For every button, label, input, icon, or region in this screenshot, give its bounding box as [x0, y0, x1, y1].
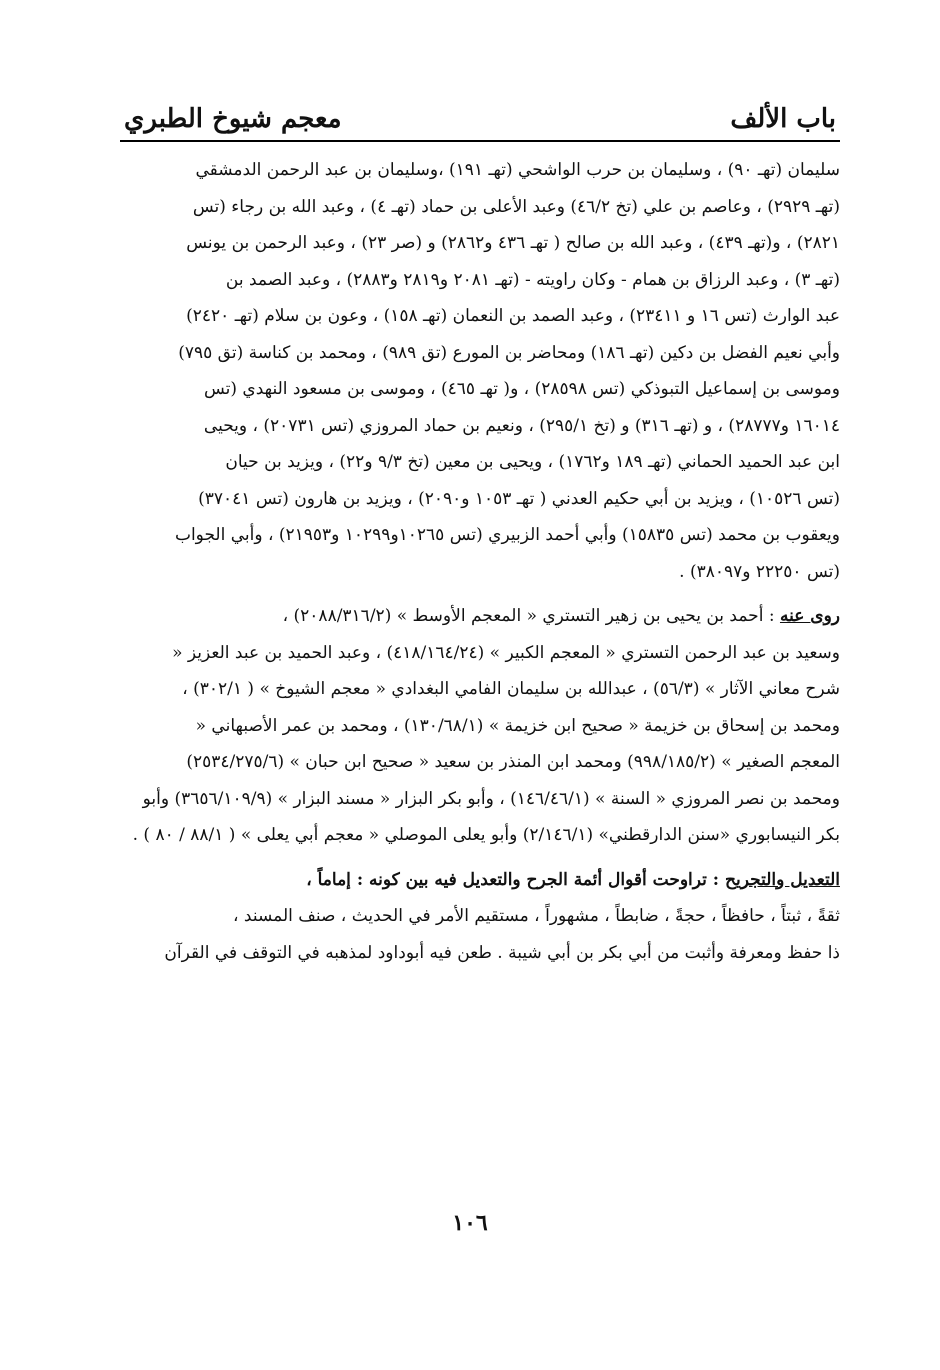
book-title: معجم شيوخ الطبري [124, 104, 342, 134]
narrators-line: المعجم الصغير » (٩٩٨/١٨٥/٢) ومحمد ابن المنذر بن سعيد « صحيح ابن حبان » (٢٥٣٤/٢٧٥/٦) [186, 752, 840, 772]
narrators-line: وسعيد بن عبد الرحمن التستري « المعجم الكبير » (٤١٨/١٦٤/٢٤) ، وعبد الحميد بن عبد العزيز « [172, 642, 840, 663]
narrators-label: روى عنه [779, 606, 840, 626]
evaluation-first-line [120, 862, 840, 899]
teachers-line: ١٦٠١٤ و٢٨٧٧٧) ، و (تهـ ٣١٦) و (تخ ٢٩٥/١) ، ونعيم بن حماد المروزي (تس ٢٠٧٣١) ، ويحيى [203, 415, 840, 436]
teachers-line: (تهـ ٢٩٢٩) ، وعاصم بن علي (تخ ٤٦/٢) وعبد الأعلى بن حماد (تهـ ٤) ، وعبد الله بن رجاء (تس [192, 196, 840, 217]
narrators-first-line [120, 598, 840, 635]
teachers-line: ٢٨٢١) ، و(تهـ ٤٣٩) ، وعبد الله بن صالح ( تهـ ٤٣٦ و٢٨٦٢) و (صر ٢٣) ، وعبد الرحمن بن يونس [186, 233, 840, 253]
narrators-line: بكر النيسابوري «سنن الدارقطني» (٢/١٤٦/١) وأبو يعلى الموصلي « معجم أبي يعلى » ( ٨٨/١ / ٨٠ ) . [132, 825, 840, 845]
narrators-line: ومحمد بن إسحاق بن خزيمة « صحيح ابن خزيمة » (١٣٠/٦٨/١) ، ومحمد بن عمر الأصبهاني « [195, 715, 840, 736]
evaluation-paragraph [120, 862, 840, 972]
evaluation-label: التعديل والتجريح [725, 869, 840, 890]
narrators-line: ومحمد بن نصر المروزي « السنة » (١٤٦/٤٦/١) ، وأبو بكر البزار « مسند البزار » (٣٦٥٦/١٠٩/٩) وأبو [142, 788, 840, 809]
teachers-line: سليمان (تهـ ٩٠) ، وسليمان بن حرب الواشحي (تهـ ١٩١) ،وسليمان بن عبد الرحمن الدمشقي [195, 160, 840, 180]
chapter-title: باب الألف [730, 104, 836, 134]
page-number: ١٠٦ [452, 1210, 488, 1236]
teachers-line: (تس ١٠٥٢٦) ، ويزيد بن أبي حكيم العدني ( تهـ ١٠٥٣ و٢٠٩٠) ، ويزيد بن هارون (تس ٣٧٠٤١) [198, 488, 840, 509]
page-body [120, 90, 840, 971]
teachers-line: وأبي نعيم الفضل بن دكين (تهـ ١٨٦) ومحاضر بن المورع (تق ٩٨٩) ، ومحمد بن كناسة (تق ٧٩٥) [178, 342, 840, 363]
evaluation-intro: : تراوحت أقوال أئمة الجرح والتعديل فيه بين كونه : إماماً ، [306, 869, 720, 890]
evaluation-line: ذا حفظ ومعرفة وأثبت من أبي بكر بن أبي شيبة . طعن فيه أبوداود لمذهبه في التوقف في القرآن [164, 942, 840, 963]
teachers-line: (تس ٢٢٢٥٠ و٣٨٠٩٧) . [679, 561, 840, 582]
narrators-line: : أحمد بن يحيى بن زهير التستري « المعجم الأوسط » (٢٠٨٨/٣١٦/٢) ، [282, 606, 775, 626]
teachers-line: وموسى بن إسماعيل التبوذكي (تس ٢٨٥٩٨) ، و( تهـ ٤٦٥) ، وموسى بن مسعود النهدي (تس [203, 379, 840, 399]
teachers-paragraph [120, 152, 840, 590]
teachers-line: ابن عبد الحميد الحماني (تهـ ١٨٩ و١٧٦٢) ، ويحيى بن معين (تخ ٩/٣ و٢٢) ، ويزيد بن حيان [225, 452, 840, 472]
evaluation-line: ثقةً ، ثبتاً ، حافظاً ، حجةً ، ضابطاً ، مشهوراً ، مستقيم الأمر في الحديث ، صنف المسند ، [233, 906, 840, 926]
teachers-line: عبد الوارث (تس ١٦ و ٢٣٤١١) ، وعبد الصمد بن النعمان (تهـ ١٥٨) ، وعون بن سلام (تهـ ٢٤٢٠) [186, 306, 840, 326]
header-rule [120, 140, 840, 142]
teachers-line: (تهـ ٣) ، وعبد الرزاق بن همام - وكان راويته - (تهـ ٢٠٨١ و٢٨١٩ و٢٨٨٣) ، وعبد الصمد بن [225, 269, 840, 290]
teachers-line: ويعقوب بن محمد (تس ١٥٨٣٥) وأبي أحمد الزبيري (تس ١٠٢٦٥و١٠٢٩٩ و٢١٩٥٣) ، وأبي الجواب [174, 525, 840, 545]
narrators-line: شرح معاني الآثار » (٥٦/٣) ، عبدالله بن سليمان الفامي البغدادي « معجم الشيوخ » ( ٣٠٢/١) ، [182, 679, 840, 699]
running-header [120, 90, 840, 134]
narrators-paragraph [120, 598, 840, 854]
